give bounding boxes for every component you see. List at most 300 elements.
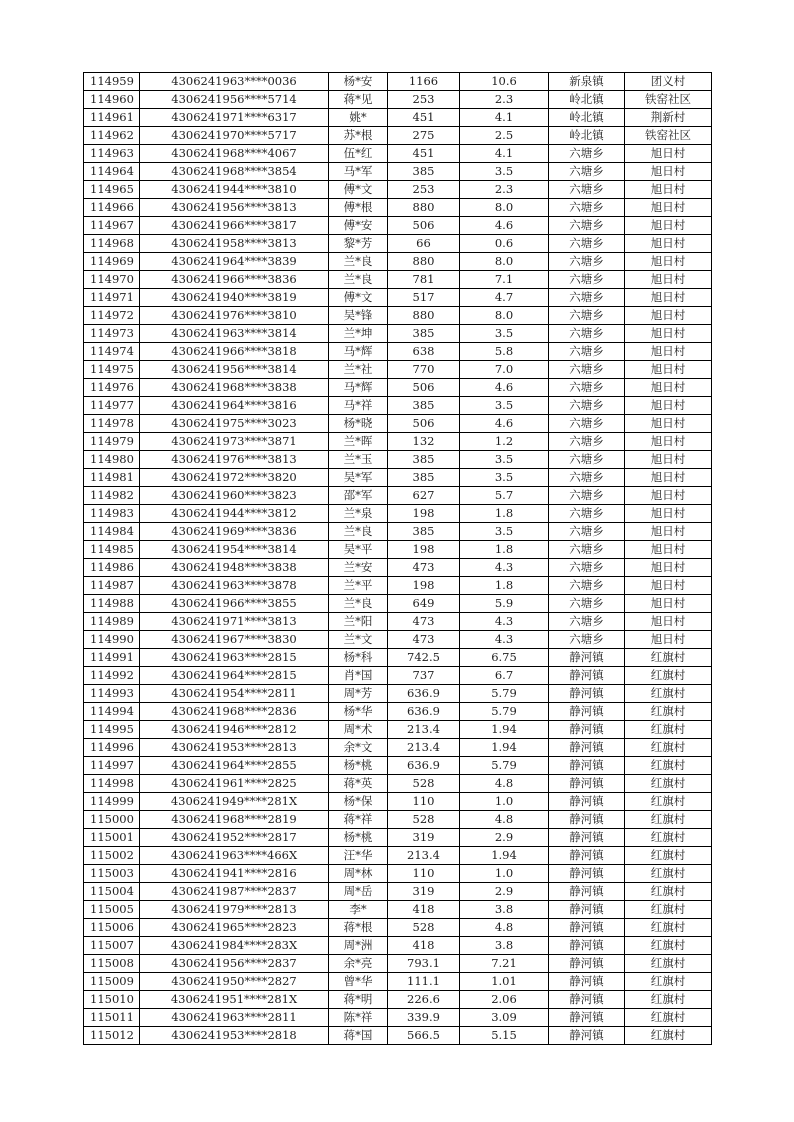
amount-cell: 636.9: [388, 757, 460, 775]
amount-cell: 781: [388, 271, 460, 289]
amount-cell: 627: [388, 487, 460, 505]
village-cell: 旭日村: [625, 397, 712, 415]
village-cell: 荆新村: [625, 109, 712, 127]
person-name-cell: 邵*军: [329, 487, 388, 505]
quantity-cell: 3.5: [460, 523, 549, 541]
id-card-number-cell: 4306241966****3817: [140, 217, 329, 235]
amount-cell: 110: [388, 865, 460, 883]
town-cell: 静河镇: [549, 667, 625, 685]
quantity-cell: 1.94: [460, 721, 549, 739]
table-row: [84, 847, 712, 865]
village-cell: 旭日村: [625, 181, 712, 199]
person-name-cell: 傅*文: [329, 181, 388, 199]
id-card-number-cell: 4306241956****5714: [140, 91, 329, 109]
table-row: [84, 775, 712, 793]
quantity-cell: 1.0: [460, 865, 549, 883]
town-cell: 静河镇: [549, 775, 625, 793]
amount-cell: 473: [388, 559, 460, 577]
row-number-cell: 115004: [84, 883, 140, 901]
town-cell: 六塘乡: [549, 163, 625, 181]
person-name-cell: 兰*良: [329, 271, 388, 289]
quantity-cell: 7.0: [460, 361, 549, 379]
person-name-cell: 肖*国: [329, 667, 388, 685]
town-cell: 六塘乡: [549, 343, 625, 361]
id-card-number-cell: 4306241941****2816: [140, 865, 329, 883]
table-row: [84, 613, 712, 631]
amount-cell: 506: [388, 379, 460, 397]
quantity-cell: 2.5: [460, 127, 549, 145]
amount-cell: 132: [388, 433, 460, 451]
row-number-cell: 114963: [84, 145, 140, 163]
town-cell: 静河镇: [549, 955, 625, 973]
table-row: [84, 397, 712, 415]
row-number-cell: 114998: [84, 775, 140, 793]
table-row: [84, 937, 712, 955]
person-name-cell: 余*文: [329, 739, 388, 757]
quantity-cell: 5.7: [460, 487, 549, 505]
row-number-cell: 115001: [84, 829, 140, 847]
quantity-cell: 3.8: [460, 937, 549, 955]
person-name-cell: 陈*祥: [329, 1009, 388, 1027]
id-card-number-cell: 4306241966****3855: [140, 595, 329, 613]
table-row: [84, 379, 712, 397]
quantity-cell: 4.8: [460, 775, 549, 793]
village-cell: 旭日村: [625, 217, 712, 235]
amount-cell: 880: [388, 199, 460, 217]
table-row: [84, 415, 712, 433]
town-cell: 静河镇: [549, 685, 625, 703]
row-number-cell: 114961: [84, 109, 140, 127]
id-card-number-cell: 4306241968****2836: [140, 703, 329, 721]
table-row: [84, 505, 712, 523]
id-card-number-cell: 4306241964****3839: [140, 253, 329, 271]
quantity-cell: 6.75: [460, 649, 549, 667]
row-number-cell: 114991: [84, 649, 140, 667]
village-cell: 旭日村: [625, 469, 712, 487]
person-name-cell: 兰*良: [329, 253, 388, 271]
quantity-cell: 3.5: [460, 163, 549, 181]
person-name-cell: 兰*安: [329, 559, 388, 577]
row-number-cell: 114984: [84, 523, 140, 541]
village-cell: 红旗村: [625, 937, 712, 955]
quantity-cell: 1.94: [460, 847, 549, 865]
row-number-cell: 114968: [84, 235, 140, 253]
town-cell: 六塘乡: [549, 523, 625, 541]
amount-cell: 528: [388, 919, 460, 937]
amount-cell: 385: [388, 163, 460, 181]
person-name-cell: 马*辉: [329, 343, 388, 361]
row-number-cell: 114988: [84, 595, 140, 613]
table-row: [84, 703, 712, 721]
amount-cell: 385: [388, 523, 460, 541]
id-card-number-cell: 4306241956****3814: [140, 361, 329, 379]
town-cell: 静河镇: [549, 703, 625, 721]
village-cell: 旭日村: [625, 433, 712, 451]
id-card-number-cell: 4306241975****3023: [140, 415, 329, 433]
table-row: [84, 757, 712, 775]
amount-cell: 517: [388, 289, 460, 307]
id-card-number-cell: 4306241964****2815: [140, 667, 329, 685]
quantity-cell: 1.8: [460, 505, 549, 523]
person-name-cell: 周*芳: [329, 685, 388, 703]
id-card-number-cell: 4306241961****2825: [140, 775, 329, 793]
row-number-cell: 114983: [84, 505, 140, 523]
town-cell: 静河镇: [549, 811, 625, 829]
quantity-cell: 2.9: [460, 883, 549, 901]
row-number-cell: 114989: [84, 613, 140, 631]
row-number-cell: 114981: [84, 469, 140, 487]
person-name-cell: 吴*锋: [329, 307, 388, 325]
quantity-cell: 4.8: [460, 919, 549, 937]
row-number-cell: 114959: [84, 73, 140, 91]
quantity-cell: 7.21: [460, 955, 549, 973]
person-name-cell: 周*术: [329, 721, 388, 739]
table-row: [84, 919, 712, 937]
table-row: [84, 955, 712, 973]
person-name-cell: 兰*文: [329, 631, 388, 649]
village-cell: 旭日村: [625, 487, 712, 505]
village-cell: 红旗村: [625, 955, 712, 973]
id-card-number-cell: 4306241968****3854: [140, 163, 329, 181]
town-cell: 六塘乡: [549, 613, 625, 631]
person-name-cell: 曾*华: [329, 973, 388, 991]
quantity-cell: 4.3: [460, 613, 549, 631]
village-cell: 铁窑社区: [625, 127, 712, 145]
row-number-cell: 114976: [84, 379, 140, 397]
id-card-number-cell: 4306241953****2813: [140, 739, 329, 757]
row-number-cell: 114996: [84, 739, 140, 757]
village-cell: 红旗村: [625, 901, 712, 919]
village-cell: 红旗村: [625, 649, 712, 667]
table-row: [84, 829, 712, 847]
person-name-cell: 杨*华: [329, 703, 388, 721]
town-cell: 静河镇: [549, 649, 625, 667]
town-cell: 六塘乡: [549, 235, 625, 253]
town-cell: 六塘乡: [549, 505, 625, 523]
town-cell: 六塘乡: [549, 307, 625, 325]
person-name-cell: 杨*桃: [329, 757, 388, 775]
town-cell: 静河镇: [549, 847, 625, 865]
village-cell: 红旗村: [625, 721, 712, 739]
village-cell: 旭日村: [625, 271, 712, 289]
quantity-cell: 3.5: [460, 451, 549, 469]
table-row: [84, 883, 712, 901]
id-card-number-cell: 4306241972****3820: [140, 469, 329, 487]
table-row: [84, 433, 712, 451]
id-card-number-cell: 4306241944****3810: [140, 181, 329, 199]
table-row: [84, 109, 712, 127]
id-card-number-cell: 4306241976****3810: [140, 307, 329, 325]
village-cell: 红旗村: [625, 973, 712, 991]
row-number-cell: 115011: [84, 1009, 140, 1027]
id-card-number-cell: 4306241956****3813: [140, 199, 329, 217]
village-cell: 旭日村: [625, 595, 712, 613]
quantity-cell: 4.1: [460, 145, 549, 163]
person-name-cell: 苏*根: [329, 127, 388, 145]
amount-cell: 880: [388, 253, 460, 271]
person-name-cell: 伍*红: [329, 145, 388, 163]
quantity-cell: 3.09: [460, 1009, 549, 1027]
village-cell: 旭日村: [625, 559, 712, 577]
amount-cell: 506: [388, 217, 460, 235]
row-number-cell: 114995: [84, 721, 140, 739]
table-row: [84, 253, 712, 271]
table-row: [84, 127, 712, 145]
id-card-number-cell: 4306241944****3812: [140, 505, 329, 523]
id-card-number-cell: 4306241971****6317: [140, 109, 329, 127]
row-number-cell: 114986: [84, 559, 140, 577]
row-number-cell: 114987: [84, 577, 140, 595]
quantity-cell: 4.3: [460, 559, 549, 577]
amount-cell: 793.1: [388, 955, 460, 973]
person-name-cell: 吴*平: [329, 541, 388, 559]
id-card-number-cell: 4306241963****0036: [140, 73, 329, 91]
id-card-number-cell: 4306241968****2819: [140, 811, 329, 829]
village-cell: 红旗村: [625, 847, 712, 865]
person-name-cell: 蒋*根: [329, 919, 388, 937]
person-name-cell: 蒋*国: [329, 1027, 388, 1045]
person-name-cell: 蒋*明: [329, 991, 388, 1009]
amount-cell: 737: [388, 667, 460, 685]
row-number-cell: 114999: [84, 793, 140, 811]
amount-cell: 418: [388, 937, 460, 955]
row-number-cell: 115003: [84, 865, 140, 883]
id-card-number-cell: 4306241971****3813: [140, 613, 329, 631]
quantity-cell: 1.2: [460, 433, 549, 451]
village-cell: 旭日村: [625, 631, 712, 649]
person-name-cell: 马*祥: [329, 397, 388, 415]
id-card-number-cell: 4306241964****2855: [140, 757, 329, 775]
amount-cell: 742.5: [388, 649, 460, 667]
town-cell: 六塘乡: [549, 559, 625, 577]
row-number-cell: 114972: [84, 307, 140, 325]
table-row: [84, 1009, 712, 1027]
town-cell: 静河镇: [549, 919, 625, 937]
row-number-cell: 114971: [84, 289, 140, 307]
records-table-body: [84, 73, 712, 1045]
village-cell: 红旗村: [625, 919, 712, 937]
id-card-number-cell: 4306241967****3830: [140, 631, 329, 649]
table-row: [84, 541, 712, 559]
quantity-cell: 4.7: [460, 289, 549, 307]
village-cell: 红旗村: [625, 793, 712, 811]
village-cell: 旭日村: [625, 613, 712, 631]
village-cell: 旭日村: [625, 145, 712, 163]
town-cell: 六塘乡: [549, 289, 625, 307]
quantity-cell: 2.9: [460, 829, 549, 847]
row-number-cell: 114994: [84, 703, 140, 721]
village-cell: 团义村: [625, 73, 712, 91]
town-cell: 静河镇: [549, 865, 625, 883]
person-name-cell: 蒋*祥: [329, 811, 388, 829]
town-cell: 六塘乡: [549, 271, 625, 289]
table-row: [84, 721, 712, 739]
id-card-number-cell: 4306241956****2837: [140, 955, 329, 973]
amount-cell: 385: [388, 325, 460, 343]
amount-cell: 636.9: [388, 703, 460, 721]
village-cell: 旭日村: [625, 289, 712, 307]
quantity-cell: 3.5: [460, 469, 549, 487]
village-cell: 旭日村: [625, 307, 712, 325]
amount-cell: 473: [388, 631, 460, 649]
person-name-cell: 杨*保: [329, 793, 388, 811]
quantity-cell: 10.6: [460, 73, 549, 91]
id-card-number-cell: 4306241976****3813: [140, 451, 329, 469]
town-cell: 六塘乡: [549, 361, 625, 379]
quantity-cell: 2.06: [460, 991, 549, 1009]
village-cell: 旭日村: [625, 505, 712, 523]
town-cell: 静河镇: [549, 937, 625, 955]
amount-cell: 253: [388, 181, 460, 199]
table-row: [84, 793, 712, 811]
amount-cell: 213.4: [388, 721, 460, 739]
quantity-cell: 4.8: [460, 811, 549, 829]
amount-cell: 213.4: [388, 847, 460, 865]
quantity-cell: 2.3: [460, 91, 549, 109]
town-cell: 六塘乡: [549, 217, 625, 235]
quantity-cell: 1.0: [460, 793, 549, 811]
quantity-cell: 2.3: [460, 181, 549, 199]
id-card-number-cell: 4306241969****3836: [140, 523, 329, 541]
id-card-number-cell: 4306241965****2823: [140, 919, 329, 937]
amount-cell: 385: [388, 397, 460, 415]
table-row: [84, 811, 712, 829]
row-number-cell: 115007: [84, 937, 140, 955]
person-name-cell: 姚*: [329, 109, 388, 127]
person-name-cell: 兰*平: [329, 577, 388, 595]
town-cell: 六塘乡: [549, 433, 625, 451]
row-number-cell: 114964: [84, 163, 140, 181]
person-name-cell: 余*亮: [329, 955, 388, 973]
quantity-cell: 3.5: [460, 397, 549, 415]
town-cell: 六塘乡: [549, 145, 625, 163]
person-name-cell: 兰*泉: [329, 505, 388, 523]
person-name-cell: 兰*坤: [329, 325, 388, 343]
amount-cell: 385: [388, 469, 460, 487]
town-cell: 六塘乡: [549, 397, 625, 415]
quantity-cell: 5.8: [460, 343, 549, 361]
row-number-cell: 114973: [84, 325, 140, 343]
person-name-cell: 吴*军: [329, 469, 388, 487]
row-number-cell: 115006: [84, 919, 140, 937]
person-name-cell: 周*林: [329, 865, 388, 883]
quantity-cell: 4.6: [460, 379, 549, 397]
id-card-number-cell: 4306241966****3836: [140, 271, 329, 289]
table-row: [84, 73, 712, 91]
row-number-cell: 114960: [84, 91, 140, 109]
amount-cell: 66: [388, 235, 460, 253]
table-row: [84, 523, 712, 541]
town-cell: 六塘乡: [549, 379, 625, 397]
town-cell: 岭北镇: [549, 109, 625, 127]
row-number-cell: 114992: [84, 667, 140, 685]
id-card-number-cell: 4306241968****4067: [140, 145, 329, 163]
person-name-cell: 兰*玉: [329, 451, 388, 469]
id-card-number-cell: 4306241953****2818: [140, 1027, 329, 1045]
person-name-cell: 兰*社: [329, 361, 388, 379]
town-cell: 岭北镇: [549, 127, 625, 145]
row-number-cell: 115005: [84, 901, 140, 919]
id-card-number-cell: 4306241960****3823: [140, 487, 329, 505]
village-cell: 红旗村: [625, 865, 712, 883]
town-cell: 六塘乡: [549, 487, 625, 505]
table-row: [84, 631, 712, 649]
amount-cell: 339.9: [388, 1009, 460, 1027]
village-cell: 红旗村: [625, 1009, 712, 1027]
quantity-cell: 4.6: [460, 415, 549, 433]
quantity-cell: 5.79: [460, 685, 549, 703]
quantity-cell: 1.01: [460, 973, 549, 991]
town-cell: 静河镇: [549, 883, 625, 901]
row-number-cell: 115000: [84, 811, 140, 829]
person-name-cell: 杨*科: [329, 649, 388, 667]
row-number-cell: 114969: [84, 253, 140, 271]
amount-cell: 528: [388, 775, 460, 793]
id-card-number-cell: 4306241940****3819: [140, 289, 329, 307]
table-row: [84, 307, 712, 325]
person-name-cell: 杨*安: [329, 73, 388, 91]
table-row: [84, 901, 712, 919]
quantity-cell: 3.5: [460, 325, 549, 343]
quantity-cell: 5.79: [460, 703, 549, 721]
village-cell: 红旗村: [625, 829, 712, 847]
quantity-cell: 5.9: [460, 595, 549, 613]
table-row: [84, 361, 712, 379]
amount-cell: 198: [388, 541, 460, 559]
row-number-cell: 115002: [84, 847, 140, 865]
table-row: [84, 991, 712, 1009]
row-number-cell: 114985: [84, 541, 140, 559]
village-cell: 旭日村: [625, 379, 712, 397]
town-cell: 新泉镇: [549, 73, 625, 91]
table-row: [84, 649, 712, 667]
amount-cell: 1166: [388, 73, 460, 91]
row-number-cell: 114974: [84, 343, 140, 361]
town-cell: 六塘乡: [549, 541, 625, 559]
person-name-cell: 周*洲: [329, 937, 388, 955]
village-cell: 旭日村: [625, 361, 712, 379]
row-number-cell: 114993: [84, 685, 140, 703]
person-name-cell: 兰*阳: [329, 613, 388, 631]
amount-cell: 473: [388, 613, 460, 631]
quantity-cell: 8.0: [460, 307, 549, 325]
table-row: [84, 685, 712, 703]
row-number-cell: 114967: [84, 217, 140, 235]
quantity-cell: 0.6: [460, 235, 549, 253]
row-number-cell: 114965: [84, 181, 140, 199]
table-row: [84, 217, 712, 235]
person-name-cell: 兰*良: [329, 523, 388, 541]
town-cell: 六塘乡: [549, 451, 625, 469]
id-card-number-cell: 4306241979****2813: [140, 901, 329, 919]
id-card-number-cell: 4306241963****2811: [140, 1009, 329, 1027]
quantity-cell: 1.8: [460, 577, 549, 595]
row-number-cell: 114977: [84, 397, 140, 415]
quantity-cell: 7.1: [460, 271, 549, 289]
table-row: [84, 487, 712, 505]
village-cell: 旭日村: [625, 415, 712, 433]
id-card-number-cell: 4306241950****2827: [140, 973, 329, 991]
town-cell: 静河镇: [549, 739, 625, 757]
amount-cell: 319: [388, 829, 460, 847]
amount-cell: 566.5: [388, 1027, 460, 1045]
table-row: [84, 973, 712, 991]
amount-cell: 319: [388, 883, 460, 901]
town-cell: 静河镇: [549, 1027, 625, 1045]
id-card-number-cell: 4306241973****3871: [140, 433, 329, 451]
village-cell: 红旗村: [625, 883, 712, 901]
row-number-cell: 115008: [84, 955, 140, 973]
